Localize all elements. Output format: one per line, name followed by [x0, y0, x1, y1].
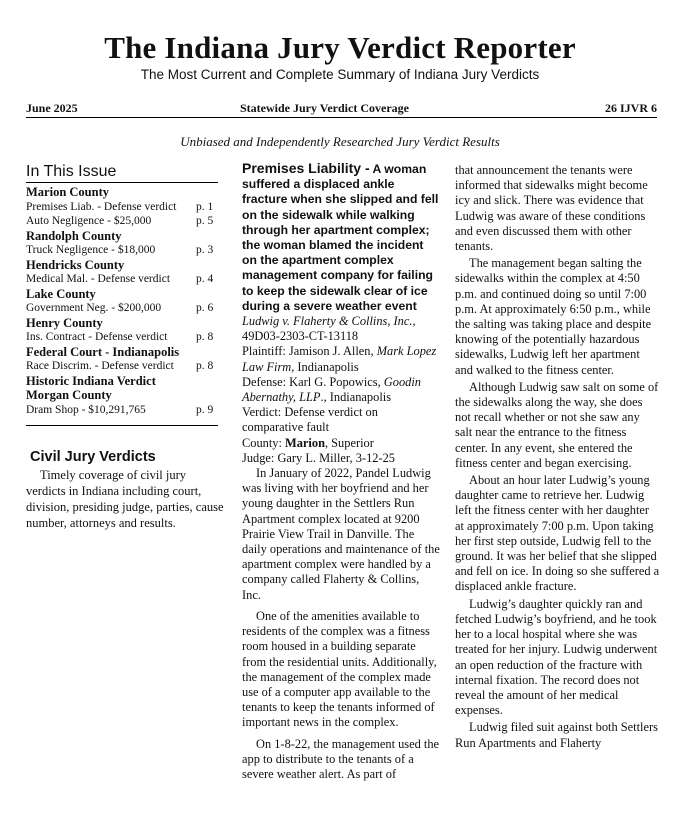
judge-text: Gary L. Miller, 3-12-25 [274, 450, 395, 465]
defense-label: Defense: [242, 374, 287, 389]
civil-verdicts-box [26, 449, 226, 531]
plaintiff-city: , Indianapolis [291, 359, 359, 374]
issue-info-bar [26, 101, 657, 118]
toc-entry-label: Ins. Contract - Defense verdict [26, 331, 168, 343]
toc-entry-label: Medical Mal. - Defense verdict [26, 273, 171, 285]
case-name: Ludwig v. Flaherty & Collins, Inc., [242, 314, 416, 329]
article-paragraph: On 1-8-22, the management used the app to distribute to the tenants of a severe weather alert. As part of [242, 736, 440, 781]
coverage-label: Statewide Jury Verdict Coverage [240, 101, 409, 115]
defense-city: ., Indianapolis [320, 390, 392, 405]
toc-entry-page: p. 1 [196, 200, 214, 213]
article-paragraph: that announcement the tenants were informed that sidewalks might become icy and slick. There was evidence that Ludwig was aware of these conditions and even discussed them with other tenants. [455, 163, 648, 254]
article-lede-text: A woman suffered a displaced ankle fracture when she slipped and fell on the sidewalk while walking through her apartment complex; the woman blamed the incident on the apartment complex management company for failing to keep the sidewalk clear of ice during a severe weather event [242, 162, 439, 313]
article-lede [242, 161, 440, 314]
verdict-text: Defense verdict on comparative fault [242, 405, 378, 435]
county-name: Marion [281, 435, 325, 450]
table-of-contents [26, 163, 218, 417]
plaintiff-label: Plaintiff: [242, 344, 286, 359]
toc-entry-page: p. 6 [196, 302, 214, 314]
masthead [0, 30, 680, 84]
toc-entry-page: p. 8 [196, 360, 214, 372]
toc-county: Randolph County [26, 228, 122, 243]
toc-county: Morgan County [26, 388, 112, 402]
plaintiff-name: Jamison J. Allen, [285, 344, 377, 359]
toc-entry-label: Dram Shop - $10,291,765 [26, 403, 146, 416]
article-column-middle [242, 161, 440, 788]
toc-entry-page: p. 8 [196, 331, 214, 343]
toc-entry-page: p. 3 [196, 244, 214, 256]
article-paragraph: Ludwig filed suit against both Settlers Run Apartments and Flaherty [455, 720, 658, 750]
toc-entry-page: p. 5 [196, 215, 214, 227]
county-court: , Superior [324, 435, 374, 450]
article-paragraph: One of the amenities available to residents of the complex was a fitness room housed in a building separate from the residential units. Additionally, the management of the complex made use of a computer app available to the tenants to keep the tenants informed of important news in the complex. [242, 608, 437, 730]
defense-line [242, 375, 440, 405]
toc-entry[interactable] [26, 200, 218, 215]
toc-entry[interactable] [26, 359, 218, 374]
toc-county: Henry County [26, 315, 103, 330]
publication-subtitle: The Most Current and Complete Summary of Indiana Jury Verdicts [140, 67, 540, 82]
county-line [242, 436, 440, 451]
toc-county: Hendricks County [26, 257, 125, 272]
tagline: Unbiased and Independently Researched Jury Verdict Results [180, 134, 500, 149]
toc-entry-label: Truck Negligence - $18,000 [26, 244, 156, 256]
issue-number: 26 IJVR 6 [604, 101, 657, 115]
article-paragraph: About an hour later Ludwig’s young daughter came to retrieve her. Ludwig left the fitness center with her daughter at approximately 7:00 p.m. Upon taking her first step outside, Ludwig fell to the ground. It was her belief that she slipped and fell on ice. In doing so she suffered a displaced ankle fracture. [455, 473, 660, 594]
toc-entry[interactable] [26, 330, 218, 345]
toc-entry[interactable] [26, 272, 218, 287]
toc-county: Marion County [26, 185, 109, 199]
defense-firm: Goodin Abernathy, LLP [242, 374, 421, 405]
toc-entry-label: Auto Negligence - $25,000 [26, 215, 152, 227]
verdict-label: Verdict: [242, 405, 282, 420]
publication-title: The Indiana Jury Verdict Reporter [104, 30, 576, 65]
article-kicker: Premises Liability - [242, 160, 370, 176]
article-paragraph: In January of 2022, Pandel Ludwig was living with her boyfriend and her young daughter in the Settlers Run Apartment complex located at 9200 Prairie View Trail in Danville. The daily operations and maintenance of the apartment complex were handled by a company called Flaherty & Collins, Inc. [242, 466, 440, 602]
article-paragraph: The management began salting the sidewalks within the complex at 4:50 p.m. and continued doing so until 7:00 p.m. At approximately 6:50 p.m., while the salting was taking place and despite knowing of the potentially hazardous sidewalks, Ludwig left her apartment and walked to the fitness center. [455, 256, 652, 377]
article-paragraph: Ludwig’s daughter quickly ran and fetched Ludwig’s boyfriend, and he took her to a local hospital where she was treated for her injury. Ludwig underwent an open reduction of the fracture with internal fixation. The record does not reveal the amount of her medical expenses. [455, 596, 658, 718]
cause-number: 49D03-2303-CT-13118 [242, 329, 359, 344]
judge-label: Judge: [242, 450, 275, 465]
toc-entry[interactable] [26, 214, 218, 229]
toc-entry[interactable] [26, 403, 218, 418]
toc-county: Federal Court - Indianapolis [26, 344, 180, 359]
toc-title: In This Issue [26, 163, 218, 183]
toc-entry-label: Government Neg. - $200,000 [26, 302, 162, 314]
civil-verdicts-heading: Civil Jury Verdicts [30, 449, 156, 465]
toc-county: Lake County [26, 286, 96, 301]
defense-name: Karl G. Popowics, [286, 374, 384, 389]
toc-entry-label: Premises Liab. - Defense verdict [26, 200, 177, 213]
article-paragraph: Although Ludwig saw salt on some of the sidewalks along the way, she does not recall whether or not she saw any salt near the entrance to the fitness center. In any event, she entered the fitness center and began exercising. [455, 379, 659, 470]
verdict-line [242, 405, 440, 435]
article-column-right [455, 163, 660, 753]
toc-county: Historic Indiana Verdict [26, 373, 156, 388]
judge-line [242, 451, 440, 466]
toc-entry-page: p. 4 [196, 273, 214, 285]
toc-entry[interactable] [26, 301, 218, 316]
plaintiff-firm: Mark Lopez Law Firm [242, 344, 437, 374]
issue-date: June 2025 [26, 101, 78, 115]
civil-verdicts-body: Timely coverage of civil jury verdicts in Indiana including court, division, presiding judge, parties, cause number, attorneys and results. [26, 468, 224, 530]
toc-entry-page: p. 9 [196, 403, 214, 416]
plaintiff-line [242, 344, 440, 374]
toc-divider [26, 425, 218, 426]
toc-entry[interactable] [26, 243, 218, 258]
county-label: County: [242, 435, 282, 450]
toc-entry-label: Race Discrim. - Defense verdict [26, 360, 174, 372]
